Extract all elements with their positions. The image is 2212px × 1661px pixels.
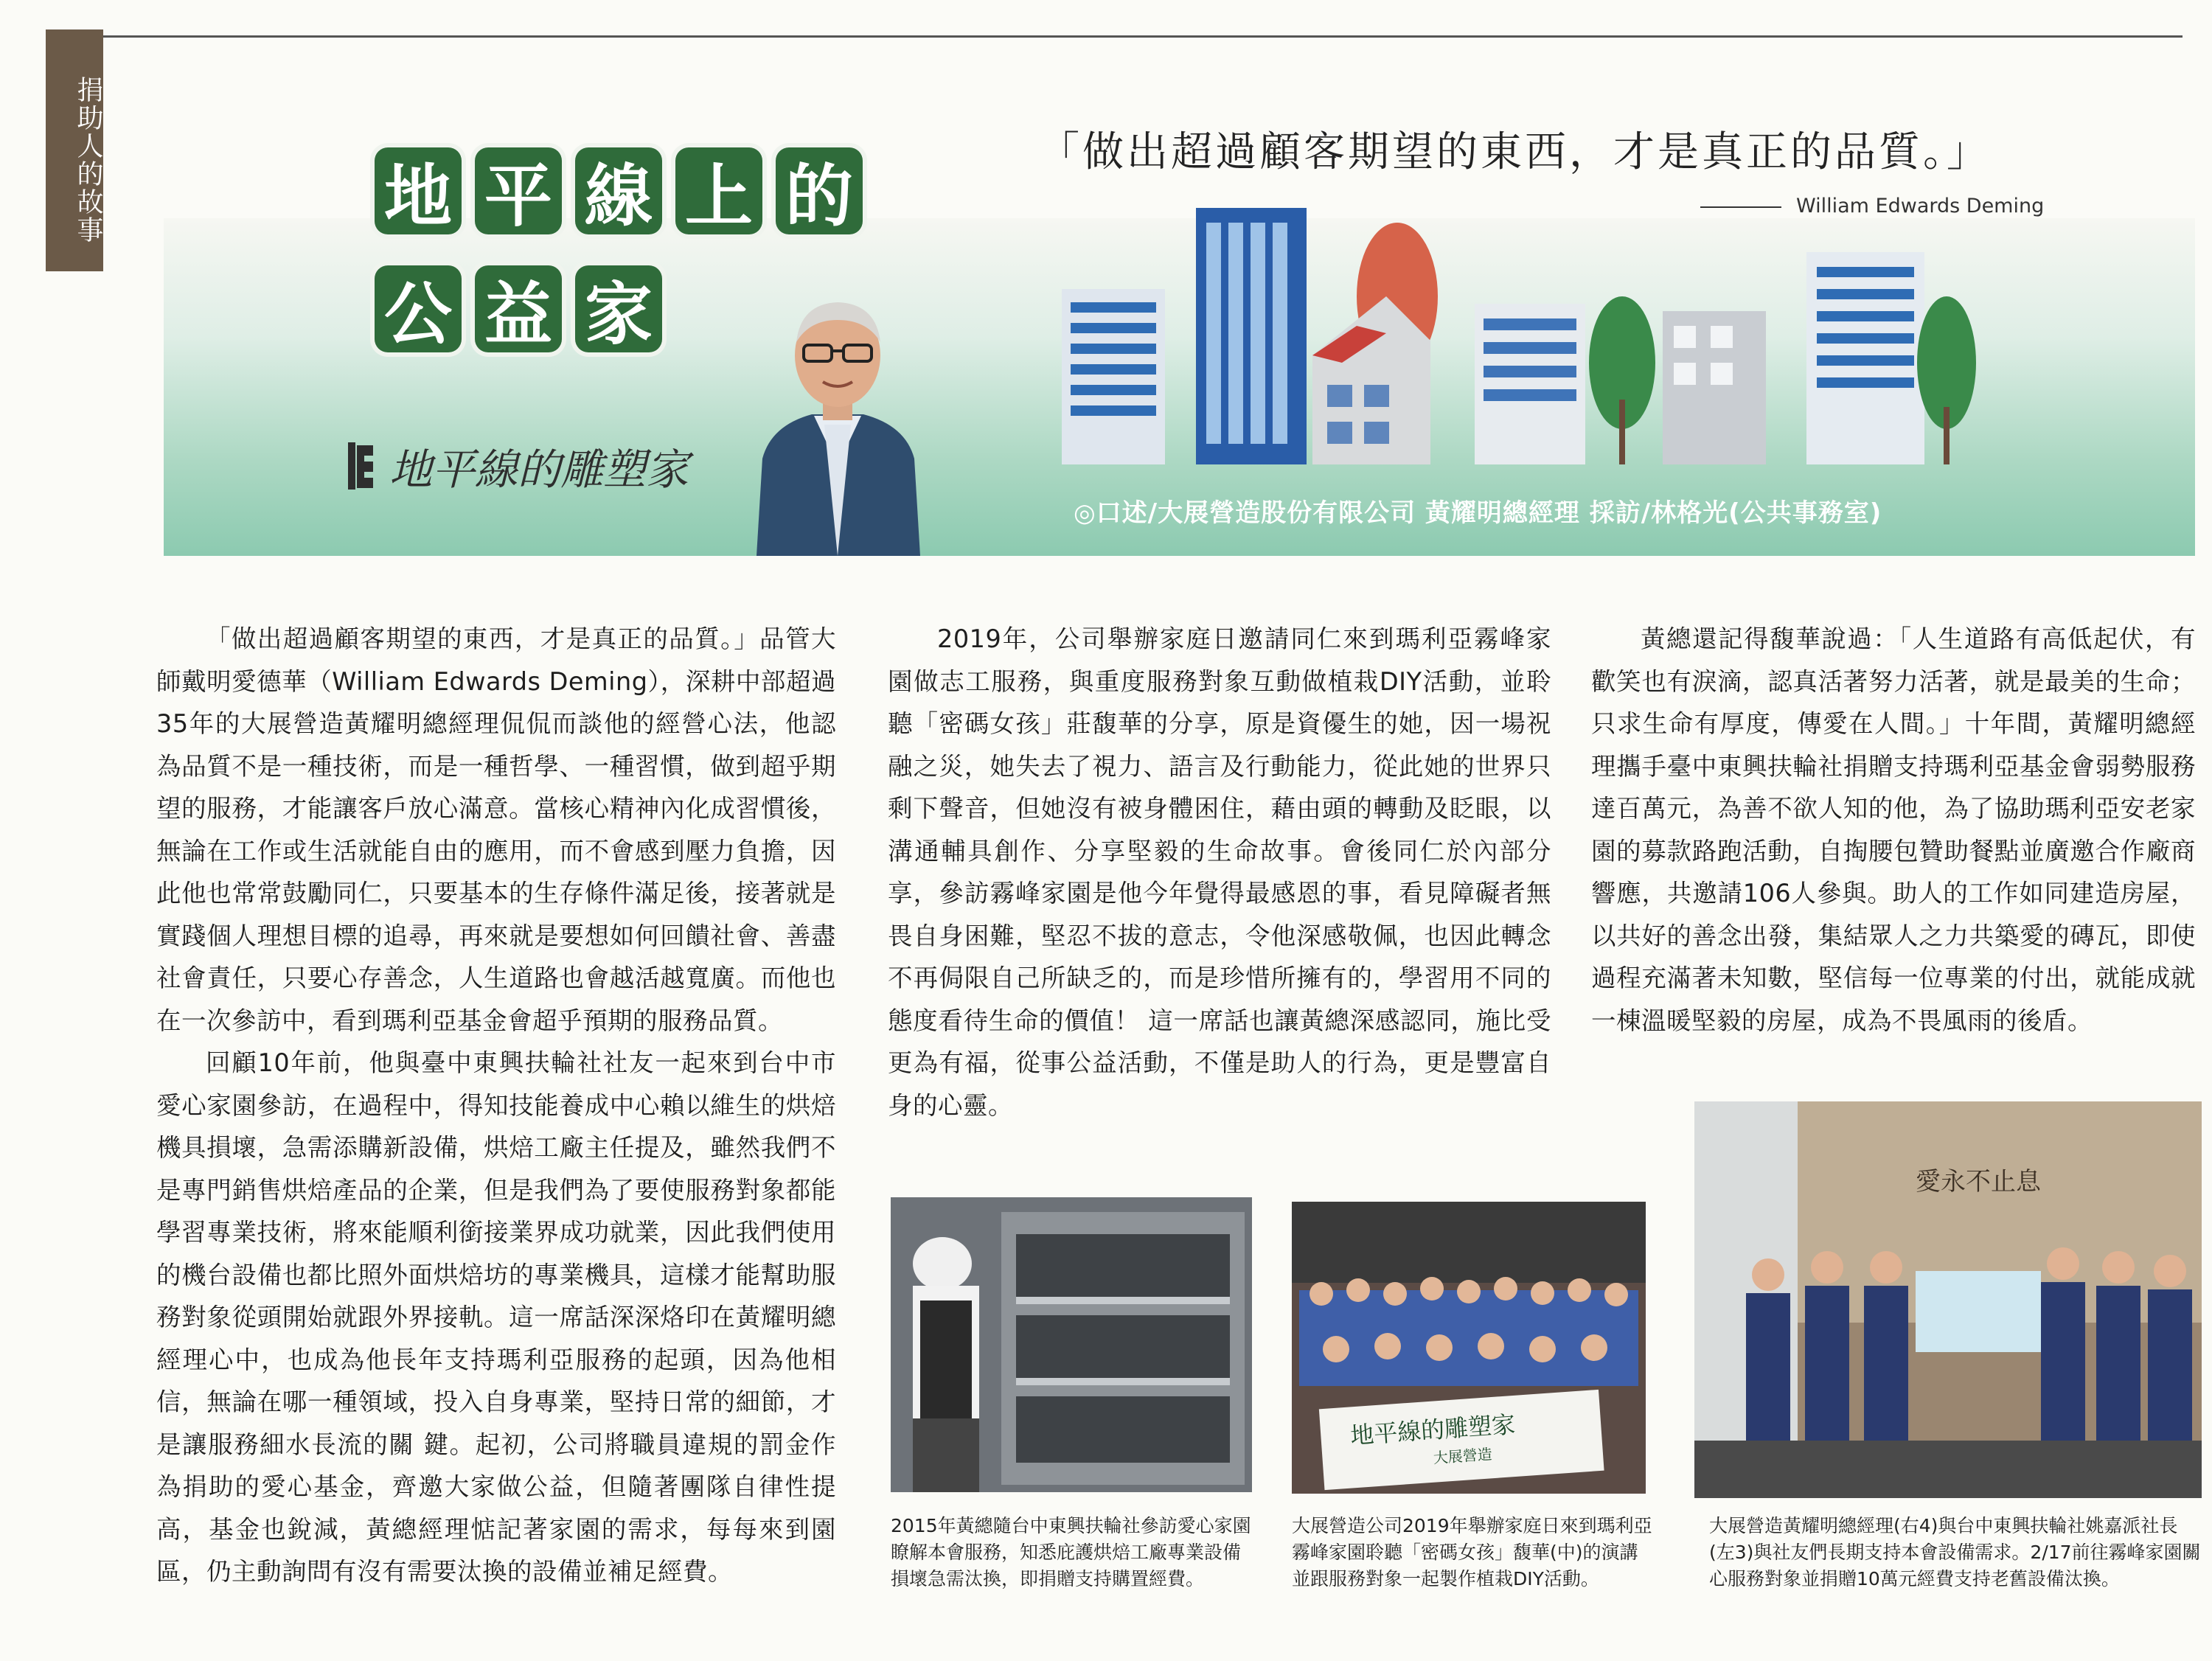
attribution-name: William Edwards Deming — [1796, 195, 2045, 217]
photo-banner-sub: 大展營造 — [1433, 1445, 1493, 1467]
photo-banner-text: 地平線的雕塑家 — [1349, 1410, 1517, 1450]
caption-photo3: 大展營造黃耀明總經理(右4)與台中東興扶輪社姚嘉派社長(左3)與社友們長期支持本會設備需求。2/17前往霧峰家園關心服務對象並捐贈10萬元經費支持老舊設備汰換。 — [1709, 1515, 2201, 1589]
quote-attribution — [1700, 195, 2044, 217]
photo-family-day — [1292, 1202, 1646, 1494]
title-char: 上 — [675, 147, 762, 234]
title-line-2 — [375, 265, 662, 352]
title-char: 地 — [375, 147, 462, 234]
byline-credit: ◎口述/大展營造股份有限公司 黃耀明總經理 採訪/林格光(公共事務室) — [1074, 498, 1882, 528]
photo-bakery — [891, 1197, 1252, 1492]
logo-wordmark: 地平線的雕塑家 — [389, 445, 689, 495]
title-char: 公 — [375, 265, 462, 352]
company-logo-icon — [347, 439, 378, 492]
caption-photo1: 2015年黃總隨台中東興扶輪社參訪愛心家園瞭解本會服務，知悉庇護烘焙工廠專業設備損壞急需汰換，即捐贈支持購置經費。 — [891, 1515, 1251, 1589]
header-quote: 「做出超過顧客期望的東西，才是真正的品質。」 — [1038, 128, 1991, 176]
article-paragraph: 黃總還記得馥華說過：「人生道路有高低起伏，有歡笑也有淚滴，認真活著努力活著，就是最美的生命；只求生命有厚度，傳愛在人間。」十年間，黃耀明總經理攜手臺中東興扶輪社捐贈支持瑪利亞基金會弱勢服務達百萬元，為善不欲人知的他，為了協助瑪利亞安老家園的募款路跑活動，自掏腰包贊助餐點並廣邀合作廠商響應，共邀請106人參與。助人的工作如同建造房屋，以共好的善念出發，集結眾人之力共築愛的磚瓦，即使過程充滿著未知數，堅信每一位專業的付出，就能成就一棟溫暖堅毅的房屋，成為不畏風雨的後盾。 — [1591, 624, 2196, 1035]
buildings-illustration — [1062, 208, 1994, 464]
photo-family-day-image — [1292, 1202, 1646, 1494]
article-paragraph: 回顧10年前，他與臺中東興扶輪社社友一起來到台中市愛心家園參訪，在過程中，得知技能養成中心賴以維生的烘焙機具損壞，急需添購新設備，烘焙工廠主任提及，雖然我們不是專門銷售烘焙產品的企業，但是我們為了要使服務對象都能學習專業技術，將來能順利銜接業界成功就業，因此我們使用的機台設備也都比照外面烘焙坊的專業機具，這樣才能幫助服務對象從頭開始就跟外界接軌。這一席話深深烙印在黃耀明總經理心中，也成為他長年支持瑪利亞服務的起頭，因為他相信，無論在哪一種領域，投入自身專業，堅持日常的細節，才是讓服務細水長流的關 鍵。起初，公司將職員違規的罰金作為捐助的愛心基金，齊邀大家做公益，但隨著團隊自律性提高，基金也銳減，黃總經理惦記著家園的需求，每每來到園區，仍主動詢問有沒有需要汰換的設備並補足經費。 — [156, 1048, 836, 1586]
section-tab — [46, 29, 103, 271]
article-paragraph: 「做出超過顧客期望的東西，才是真正的品質。」品管大師戴明愛德華（William Edwards Deming），深耕中部超過35年的大展營造黃耀明總經理侃侃而談他的經營心法，他認為品質不是一種技術，而是一種哲學、一種習慣，做到超乎期望的服務，才能讓客戶放心滿意。當核心精神內化成習慣後，無論在工作或生活就能自由的應用，而不會感到壓力負擔，因此他也常常鼓勵同仁，只要基本的生存條件滿足後，接著就是實踐個人理想目標的追尋，再來就是要想如何回饋社會、善盡社會責任，只要心存善念，人生道路也會越活越寬廣。而他也在一次參訪中，看到瑪利亞基金會超乎預期的服務品質。 — [156, 624, 836, 1035]
title-char: 的 — [776, 147, 863, 234]
top-rule — [96, 35, 2183, 38]
photo-wall-text: 愛永不止息 — [1916, 1167, 2041, 1197]
section-tab-label: 捐助人的故事 — [73, 76, 103, 244]
title-char: 平 — [475, 147, 562, 234]
title-char: 線 — [575, 147, 662, 234]
title-char: 家 — [575, 265, 662, 352]
title-char: 益 — [475, 265, 562, 352]
article-column-3 — [1591, 618, 2196, 1042]
photo-bakery-image — [891, 1197, 1252, 1492]
article-column-1 — [156, 618, 836, 1593]
title-line-1 — [375, 147, 863, 234]
portrait-photo — [749, 274, 926, 556]
photo-donation-image — [1694, 1101, 2202, 1498]
article-column-2 — [888, 618, 1551, 1127]
article-paragraph: 2019年，公司舉辦家庭日邀請同仁來到瑪利亞霧峰家園做志工服務，與重度服務對象互動做植栽DIY活動，並聆聽「密碼女孩」莊馥華的分享，原是資優生的她，因一場祝融之災，她失去了視力、語言及行動能力，從此她的世界只剩下聲音，但她沒有被身體困住，藉由頭的轉動及眨眼，以溝通輔具創作、分享堅毅的生命故事。會後同仁於內部分享，參訪霧峰家園是他今年覺得最感恩的事，看見障礙者無畏自身困難，堅忍不拔的意志，令他深感敬佩，也因此轉念不再侷限自己所缺乏的，而是珍惜所擁有的，學習用不同的態度看待生命的價值！ 這一席話也讓黃總深感認同，施比受更為有福，從事公益活動，不僅是助人的行為，更是豐富自身的心靈。 — [888, 624, 1551, 1120]
attribution-dash — [1700, 206, 1781, 208]
photo-donation — [1694, 1101, 2202, 1498]
caption-photo2: 大展營造公司2019年舉辦家庭日來到瑪利亞霧峰家園聆聽「密碼女孩」馥華(中)的演講並跟服務對象一起製作植栽DIY活動。 — [1292, 1515, 1652, 1589]
